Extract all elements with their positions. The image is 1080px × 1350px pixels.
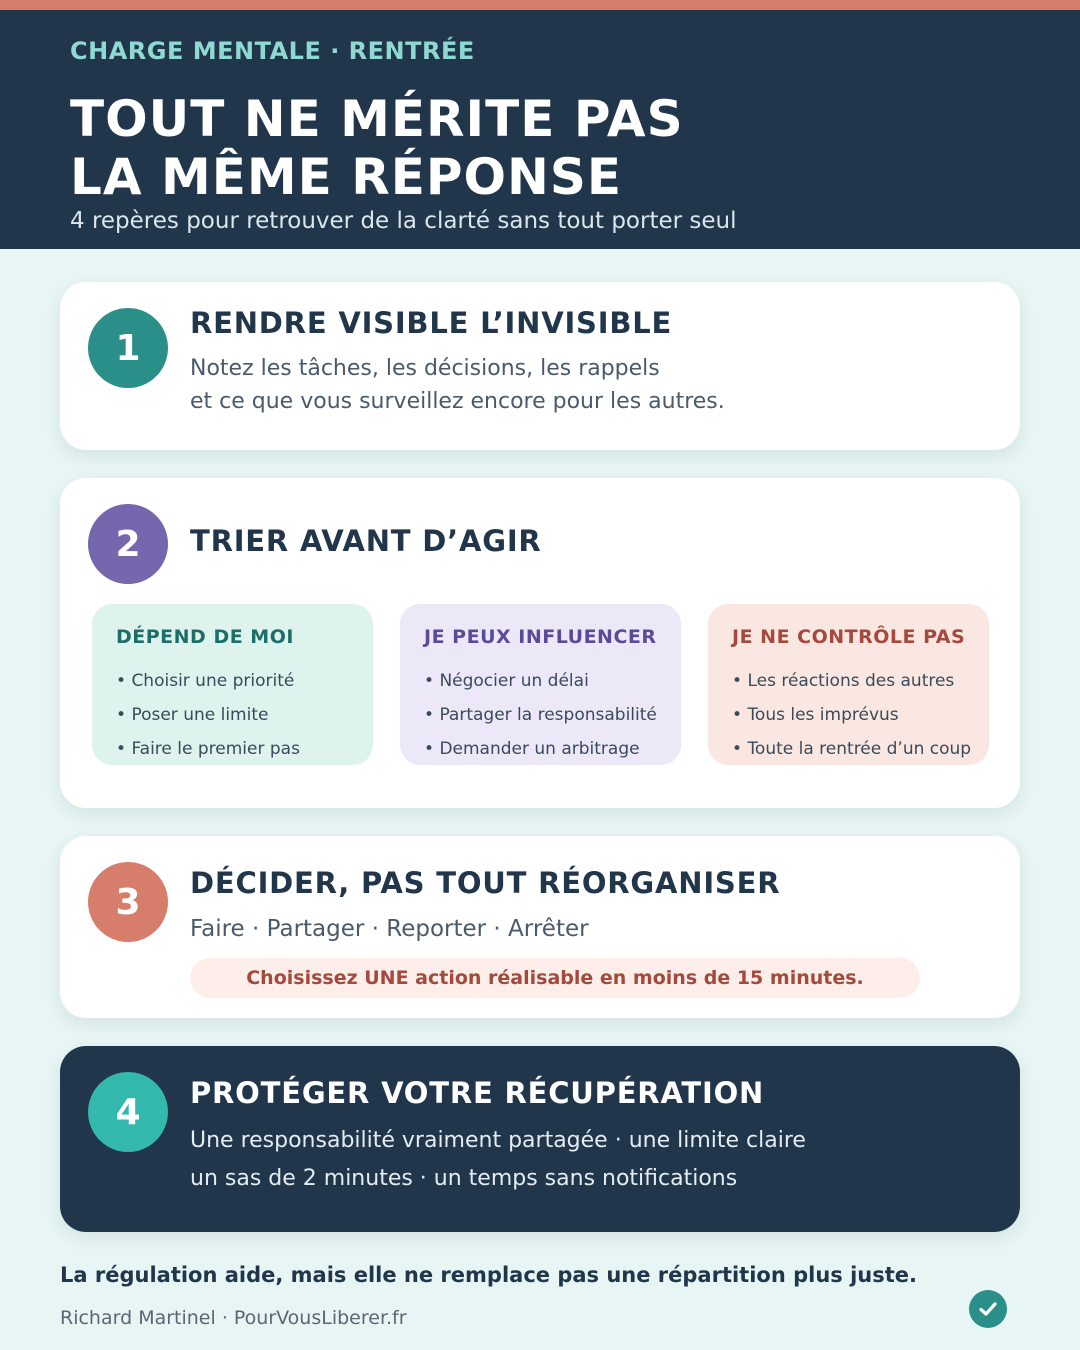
step-title: DÉCIDER, PAS TOUT RÉORGANISER xyxy=(190,866,781,900)
header-kicker: CHARGE MENTALE · RENTRÉE xyxy=(70,37,475,65)
page-title xyxy=(70,90,684,206)
page-title-line2: LA MÊME RÉPONSE xyxy=(70,148,623,206)
column-heading: DÉPEND DE MOI xyxy=(116,626,294,648)
list-item: • Les réactions des autres xyxy=(732,664,971,698)
footer-quote: La régulation aide, mais elle ne remplace pas une répartition plus juste. xyxy=(60,1263,918,1287)
column-je-ne-controle-pas xyxy=(708,604,989,765)
list-item: • Tous les imprévus xyxy=(732,698,971,732)
step-card-1 xyxy=(60,282,1020,450)
list-item: • Partager la responsabilité xyxy=(424,698,657,732)
column-list xyxy=(424,664,657,766)
list-item: • Toute la rentrée d’un coup xyxy=(732,732,971,766)
column-je-peux-influencer xyxy=(400,604,681,765)
step-description-line1: Une responsabilité vraiment partagée · une limite claire xyxy=(190,1128,806,1153)
page-title-line1: TOUT NE MÉRITE PAS xyxy=(70,90,684,148)
list-item: • Négocier un délai xyxy=(424,664,657,698)
step-card-2 xyxy=(60,478,1020,808)
step-title: PROTÉGER VOTRE RÉCUPÉRATION xyxy=(190,1076,765,1110)
highlight-pill: Choisissez UNE action réalisable en moins de 15 minutes. xyxy=(190,958,920,998)
step-options: Faire · Partager · Reporter · Arrêter xyxy=(190,916,589,942)
step-card-3 xyxy=(60,836,1020,1018)
list-item: • Choisir une priorité xyxy=(116,664,300,698)
list-item: • Poser une limite xyxy=(116,698,300,732)
column-list xyxy=(732,664,971,766)
column-heading: JE PEUX INFLUENCER xyxy=(424,626,657,648)
step-card-4 xyxy=(60,1046,1020,1232)
step-title: RENDRE VISIBLE L’INVISIBLE xyxy=(190,306,673,340)
step-number-badge: 3 xyxy=(88,862,168,942)
column-heading: JE NE CONTRÔLE PAS xyxy=(732,626,966,648)
footer-author: Richard Martinel · PourVousLiberer.fr xyxy=(60,1307,407,1329)
column-depend-de-moi xyxy=(92,604,373,765)
step-description-line2: et ce que vous surveillez encore pour les autres. xyxy=(190,389,725,414)
page-subtitle: 4 repères pour retrouver de la clarté sans tout porter seul xyxy=(70,208,737,234)
list-item: • Demander un arbitrage xyxy=(424,732,657,766)
step-number-badge: 1 xyxy=(88,308,168,388)
step-description-line1: Notez les tâches, les décisions, les rappels xyxy=(190,356,660,381)
check-circle-icon xyxy=(969,1290,1007,1328)
column-list xyxy=(116,664,300,766)
step-description xyxy=(190,352,725,418)
step-description xyxy=(190,1122,806,1198)
header xyxy=(0,10,1080,249)
step-number-badge: 4 xyxy=(88,1072,168,1152)
step-title: TRIER AVANT D’AGIR xyxy=(190,524,542,558)
step-description-line2: un sas de 2 minutes · un temps sans notifications xyxy=(190,1166,738,1191)
top-accent-bar xyxy=(0,0,1080,10)
step-number-badge: 2 xyxy=(88,504,168,584)
list-item: • Faire le premier pas xyxy=(116,732,300,766)
